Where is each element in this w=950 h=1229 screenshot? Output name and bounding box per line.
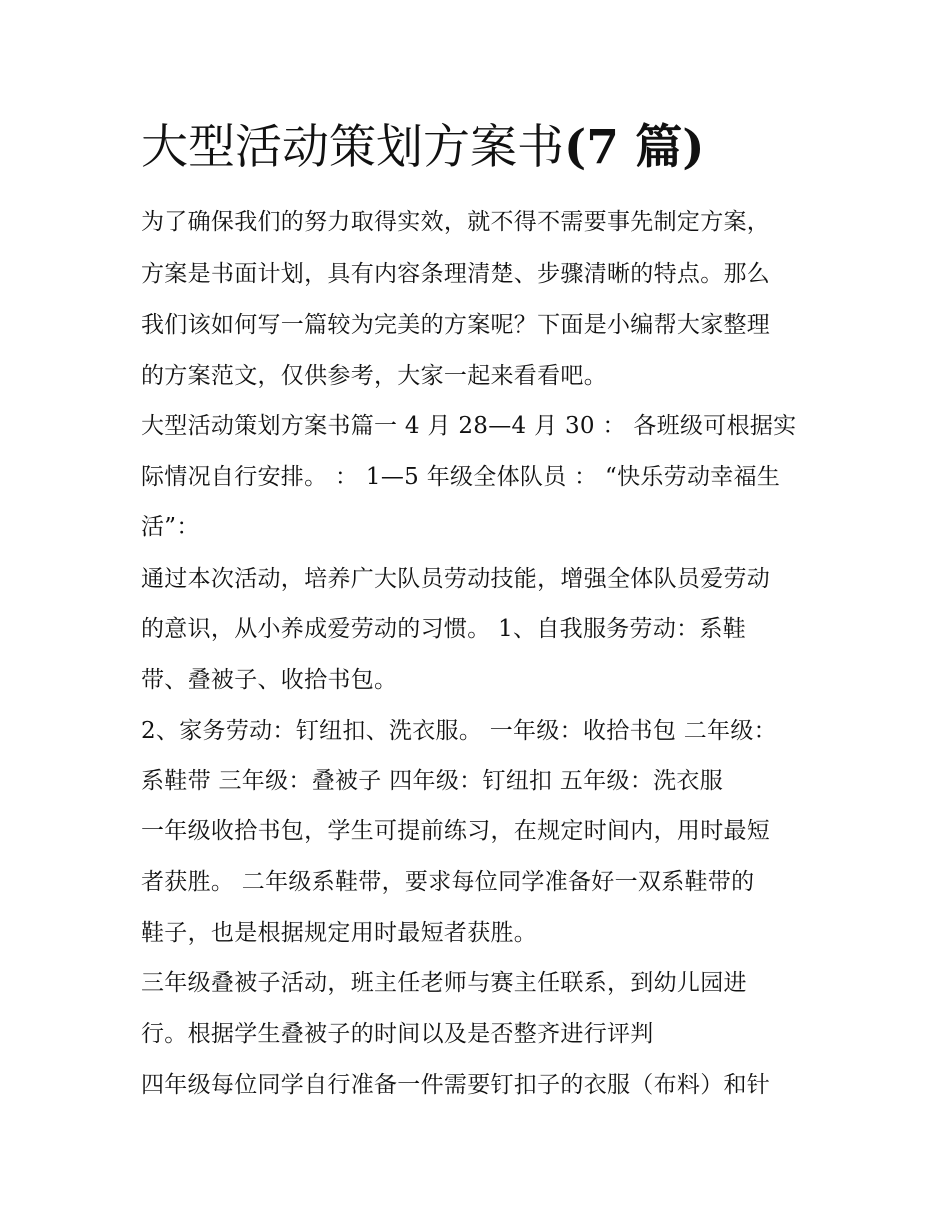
- body-line: 活”：: [141, 514, 200, 540]
- body-line: 系鞋带 三年级：叠被子 四年级：钉纽扣 五年级：洗衣服: [141, 768, 724, 794]
- title-suffix: (7 篇): [564, 120, 705, 175]
- body-line: 大型活动策划方案书篇一 4 月 28—4 月 30 ： 各班级可根据实: [141, 413, 797, 439]
- body-line: 方案是书面计划，具有内容条理清楚、步骤清晰的特点。那么: [141, 261, 771, 287]
- body-line: 通过本次活动，培养广大队员劳动技能，增强全体队员爱劳动: [141, 566, 771, 592]
- body-line: 的意识，从小养成爱劳动的习惯。 1、自我服务劳动：系鞋: [141, 616, 747, 642]
- body-line: 带、叠被子、收拾书包。: [141, 667, 398, 693]
- body-line: 际情况自行安排。 ： 1—5 年级全体队员 ： “快乐劳动幸福生: [141, 464, 781, 490]
- body-line: 的方案范文，仅供参考，大家一起来看看吧。: [141, 363, 607, 389]
- body-line: 我们该如何写一篇较为完美的方案呢？下面是小编帮大家整理: [141, 312, 771, 338]
- body-line: 四年级每位同学自行准备一件需要钉扣子的衣服（布料）和针: [141, 1072, 771, 1098]
- body-line: 一年级收拾书包，学生可提前练习，在规定时间内，用时最短: [141, 818, 771, 844]
- body-line: 为了确保我们的努力取得实效，就不得不需要事先制定方案，: [141, 209, 771, 235]
- document-title: [141, 118, 705, 178]
- title-main: 大型活动策划方案书: [141, 120, 564, 175]
- body-line: 鞋子，也是根据规定用时最短者获胜。: [141, 920, 538, 946]
- body-line: 行。根据学生叠被子的时间以及是否整齐进行评判: [141, 1021, 654, 1047]
- body-line: 三年级叠被子活动，班主任老师与赛主任联系，到幼儿园进: [141, 970, 747, 996]
- body-line: 2、家务劳动：钉纽扣、洗衣服。 一年级：收拾书包 二年级：: [141, 718, 777, 744]
- body-line: 者获胜。 二年级系鞋带，要求每位同学准备好一双系鞋带的: [141, 869, 755, 895]
